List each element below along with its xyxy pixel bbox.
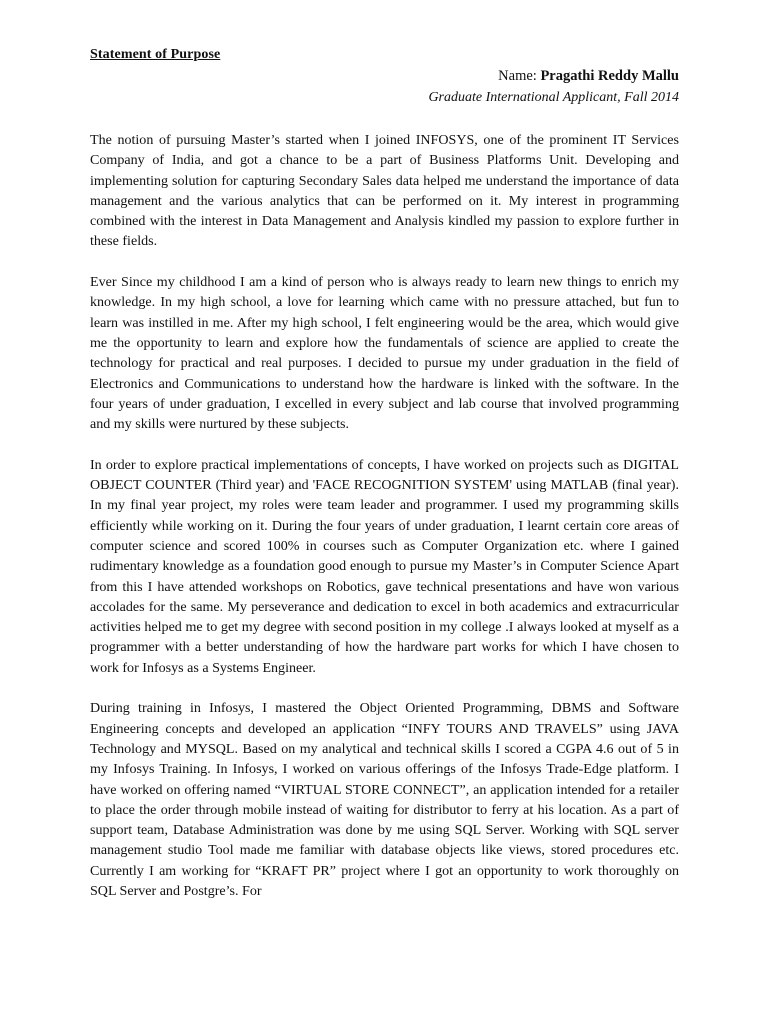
applicant-name: Pragathi Reddy Mallu <box>540 68 679 84</box>
paragraph-2: Ever Since my childhood I am a kind of person who is always ready to learn new things to enrich my knowledge. In my high school, a love for learning which came with no pressure attached, but fun to learn was instilled in me. After my high school, I felt engineering would be the area, which would give me the opportunity to learn and explore how the fundamentals of science are applied to create the technology for practical and real purposes. I decided to pursue my under graduation in the field of Electronics and Communications to understand how the hardware is linked with the software. In the four years of under graduation, I excelled in every subject and lab course that involved programming and my skills were nurtured by these subjects. <box>90 274 679 433</box>
name-label: Name: <box>498 68 537 84</box>
statement-body <box>90 130 679 901</box>
document-title: Statement of Purpose <box>90 47 221 62</box>
paragraph-3: In order to explore practical implementations of concepts, I have worked on projects such as DIGITAL OBJECT COUNTER (Third year) and 'FACE RECOGNITION SYSTEM' using MATLAB (final year). In my final year project, my roles were team leader and programmer. I used my programming skills efficiently while working on it. During the four years of under graduation, I learnt certain core areas of computer science and scored 100% in courses such as Computer Organization etc. where I gained rudimentary knowledge as a foundation good enough to pursue my Master’s in Computer Science Apart from this I have attended workshops on Robotics, gave technical presentations and have won various accolades for the same. My perseverance and dedication to excel in both academics and extracurricular activities helped me to get my degree with second position in my college .I always looked at myself as a programmer with a better understanding of how the hardware part works for which I have chosen to work for Infosys as a Systems Engineer. <box>90 456 679 676</box>
applicant-type: Graduate International Applicant, Fall 2014 <box>428 90 679 105</box>
applicant-name-line <box>498 68 679 85</box>
paragraph-4: During training in Infosys, I mastered the Object Oriented Programming, DBMS and Software Engineering concepts and developed an application “INFY TOURS AND TRAVELS” using JAVA Technology and MYSQL. Based on my analytical and technical skills I scored a CGPA 4.6 out of 5 in my Infosys Training. In Infosys, I worked on various offerings of the Infosys Trade-Edge platform. I have worked on offering named “VIRTUAL STORE CONNECT”, an application intended for a retailer to place the order through mobile instead of waiting for distributor to ferry at his location. As a part of support team, Database Administration was done by me using SQL Server. Working with SQL server management studio Tool made me familiar with database objects like views, stored procedures etc. Currently I am working for “KRAFT PR” project where I got an opportunity to work thoroughly on SQL Server and Postgre’s. For <box>90 700 679 899</box>
paragraph-1: The notion of pursuing Master’s started when I joined INFOSYS, one of the prominent IT Services Company of India, and got a chance to be a part of Business Platforms Unit. Developing and implementing solution for capturing Secondary Sales data helped me understand the importance of data management and the various analytics that can be performed on it. My interest in programming combined with the interest in Data Management and Analysis kindled my passion to explore further in these fields. <box>90 132 679 250</box>
